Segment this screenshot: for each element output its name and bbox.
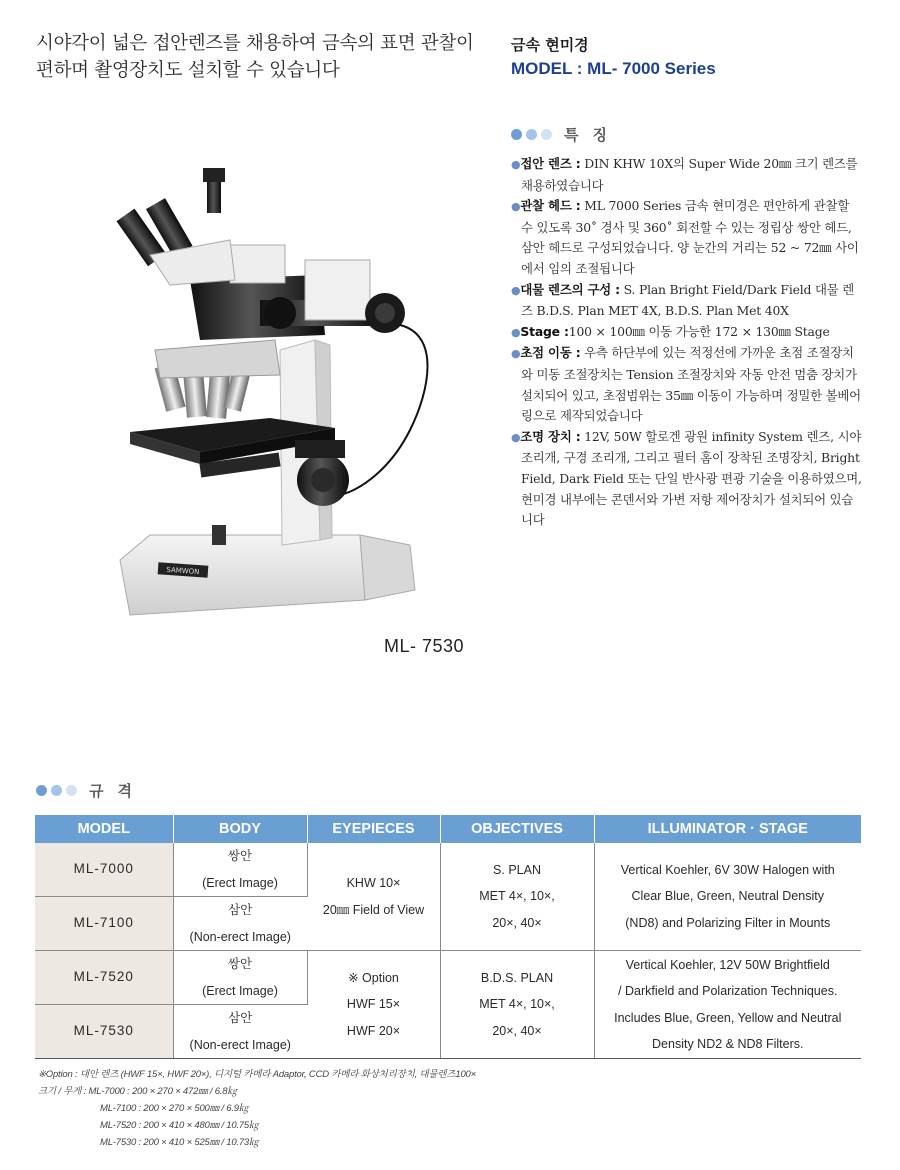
feature-item: ●초점 이동 : 우측 하단부에 있는 적정선에 가까운 초점 조절장치와 미동 조절장치는 Tension 조절장치와 자동 안전 멈춤 장치가 설치되어 있고, 초점범위는 35㎜ 이동이 가능하며 정밀한 볼베어링으로 제작되었습니다: [511, 345, 861, 424]
bullet-dot-icon: [51, 785, 62, 796]
table-row: [35, 951, 861, 1005]
body-cell: 쌍안 (Erect Image): [173, 843, 307, 897]
body-cell: 삼안 (Non-erect Image): [173, 1005, 307, 1059]
bullet-icon: ●: [511, 158, 521, 171]
model-cell: ML-7530: [35, 1005, 173, 1059]
model-cell: ML-7100: [35, 897, 173, 951]
intro-text: [36, 30, 486, 84]
bullet-icon: ●: [511, 430, 521, 444]
table-header-row: [35, 815, 861, 843]
spec-notes: [38, 1066, 476, 1151]
bullet-icon: ●: [511, 283, 521, 297]
body-cell: 삼안 (Non-erect Image): [173, 897, 307, 951]
product-header: [511, 34, 716, 82]
column-header: EYEPIECES: [307, 815, 440, 843]
bullet-dot-icon: [66, 785, 77, 796]
bullet-icon: ●: [511, 347, 521, 361]
size-weight-row: ML-7520 : 200 × 410 × 480㎜ / 10.75㎏: [100, 1120, 259, 1131]
brand-plate: SAMWON: [166, 565, 200, 577]
feature-item: ●대물 렌즈의 구성 : S. Plan Bright Field/Dark Field 대물 렌즈 B.D.S. Plan MET 4X, B.D.S. Plan Met 40X: [511, 281, 855, 319]
objectives-cell: B.D.S. PLAN MET 4×, 10×, 20×, 40×: [440, 951, 594, 1059]
model-cell: ML-7520: [35, 951, 173, 1005]
bullet-dot-icon: [511, 129, 522, 140]
spec-heading: [36, 780, 146, 801]
feature-item: ●관찰 헤드 : ML 7000 Series 금속 현미경은 편안하게 관찰할 수 있도록 30˚ 경사 및 360˚ 회전할 수 있는 정립상 쌍안 헤드, 삼안 헤드로 구성되었습니다. 양 눈간의 거리는 52 ~ 72㎜ 사이에서 임의 조절됩니다: [511, 198, 859, 276]
eyepieces-option-cell: ※ Option HWF 15× HWF 20×: [307, 951, 440, 1059]
intro-line-2: 편하며 촬영장치도 설치할 수 있습니다: [36, 60, 340, 81]
objectives-cell: S. PLAN MET 4×, 10×, 20×, 40×: [440, 843, 594, 951]
size-weight-row: ML-7530 : 200 × 410 × 525㎜ / 10.73㎏: [100, 1137, 259, 1148]
features-heading-label: 특징: [564, 126, 621, 144]
column-header: MODEL: [35, 815, 173, 843]
illuminator-cell: Vertical Koehler, 6V 30W Halogen with Clear Blue, Green, Neutral Density (ND8) and Polarizing Filter in Mounts: [594, 843, 861, 951]
model-cell: ML-7000: [35, 843, 173, 897]
size-weight-row: ML-7100 : 200 × 270 × 500㎜ / 6.9㎏: [100, 1103, 249, 1114]
bullet-dot-icon: [36, 785, 47, 796]
table-row: [35, 843, 861, 897]
feature-item: ●조명 장치 : 12V, 50W 할로겐 광원 infinity System 렌즈, 시야조리개, 구경 조리개, 그리고 필터 홈이 장착된 조명장치, Bright Field, Dark Field 또는 단일 반사광 편광 기술을 이용하였으며, 현미경 내부에는 콘덴서와 가변 저항 제어장치가 설치되어 있습니다: [511, 428, 862, 528]
feature-item: ●Stage :100 × 100㎜ 이동 가능한 172 × 130㎜ Stage: [511, 323, 830, 339]
bullet-icon: ●: [511, 325, 521, 339]
intro-line-1: 시야각이 넓은 접안렌즈를 채용하여 금속의 표면 관찰이: [36, 33, 474, 54]
features-heading: [511, 124, 621, 145]
spec-heading-label: 규격: [89, 782, 146, 800]
product-title: 금속 현미경: [511, 36, 589, 54]
column-header: BODY: [173, 815, 307, 843]
model-series: MODEL : ML- 7000 Series: [511, 59, 716, 78]
size-weight-row: 크기 / 무게 : ML-7000 : 200 × 270 × 472㎜ / 6.8㎏: [38, 1086, 237, 1097]
body-cell: 쌍안 (Erect Image): [173, 951, 307, 1005]
column-header: ILLUMINATOR · STAGE: [594, 815, 861, 843]
photo-caption: ML- 7530: [384, 636, 465, 656]
illuminator-cell: Vertical Koehler, 12V 50W Brightfield / Darkfield and Polarization Techniques. Includes Blue, Green, Yellow and Neutral Density ND2 & ND8 Filters.: [594, 951, 861, 1059]
bullet-dot-icon: [541, 129, 552, 140]
eyepieces-cell: KHW 10× 20㎜ Field of View: [307, 843, 440, 951]
features-list: [511, 154, 863, 531]
bullet-icon: ●: [511, 200, 521, 214]
spec-table: [35, 815, 861, 1059]
option-note: ※Option : 대안 렌즈 (HWF 15×, HWF 20×), 디지털 카메라 Adaptor, CCD 카메라 화상처리장치, 대물렌즈100×: [38, 1069, 476, 1080]
column-header: OBJECTIVES: [440, 815, 594, 843]
microscope-image: [110, 160, 470, 630]
feature-item: ●접안 렌즈 : DIN KHW 10X의 Super Wide 20㎜ 크기 렌즈를 채용하였습니다: [511, 156, 858, 193]
bullet-dot-icon: [526, 129, 537, 140]
